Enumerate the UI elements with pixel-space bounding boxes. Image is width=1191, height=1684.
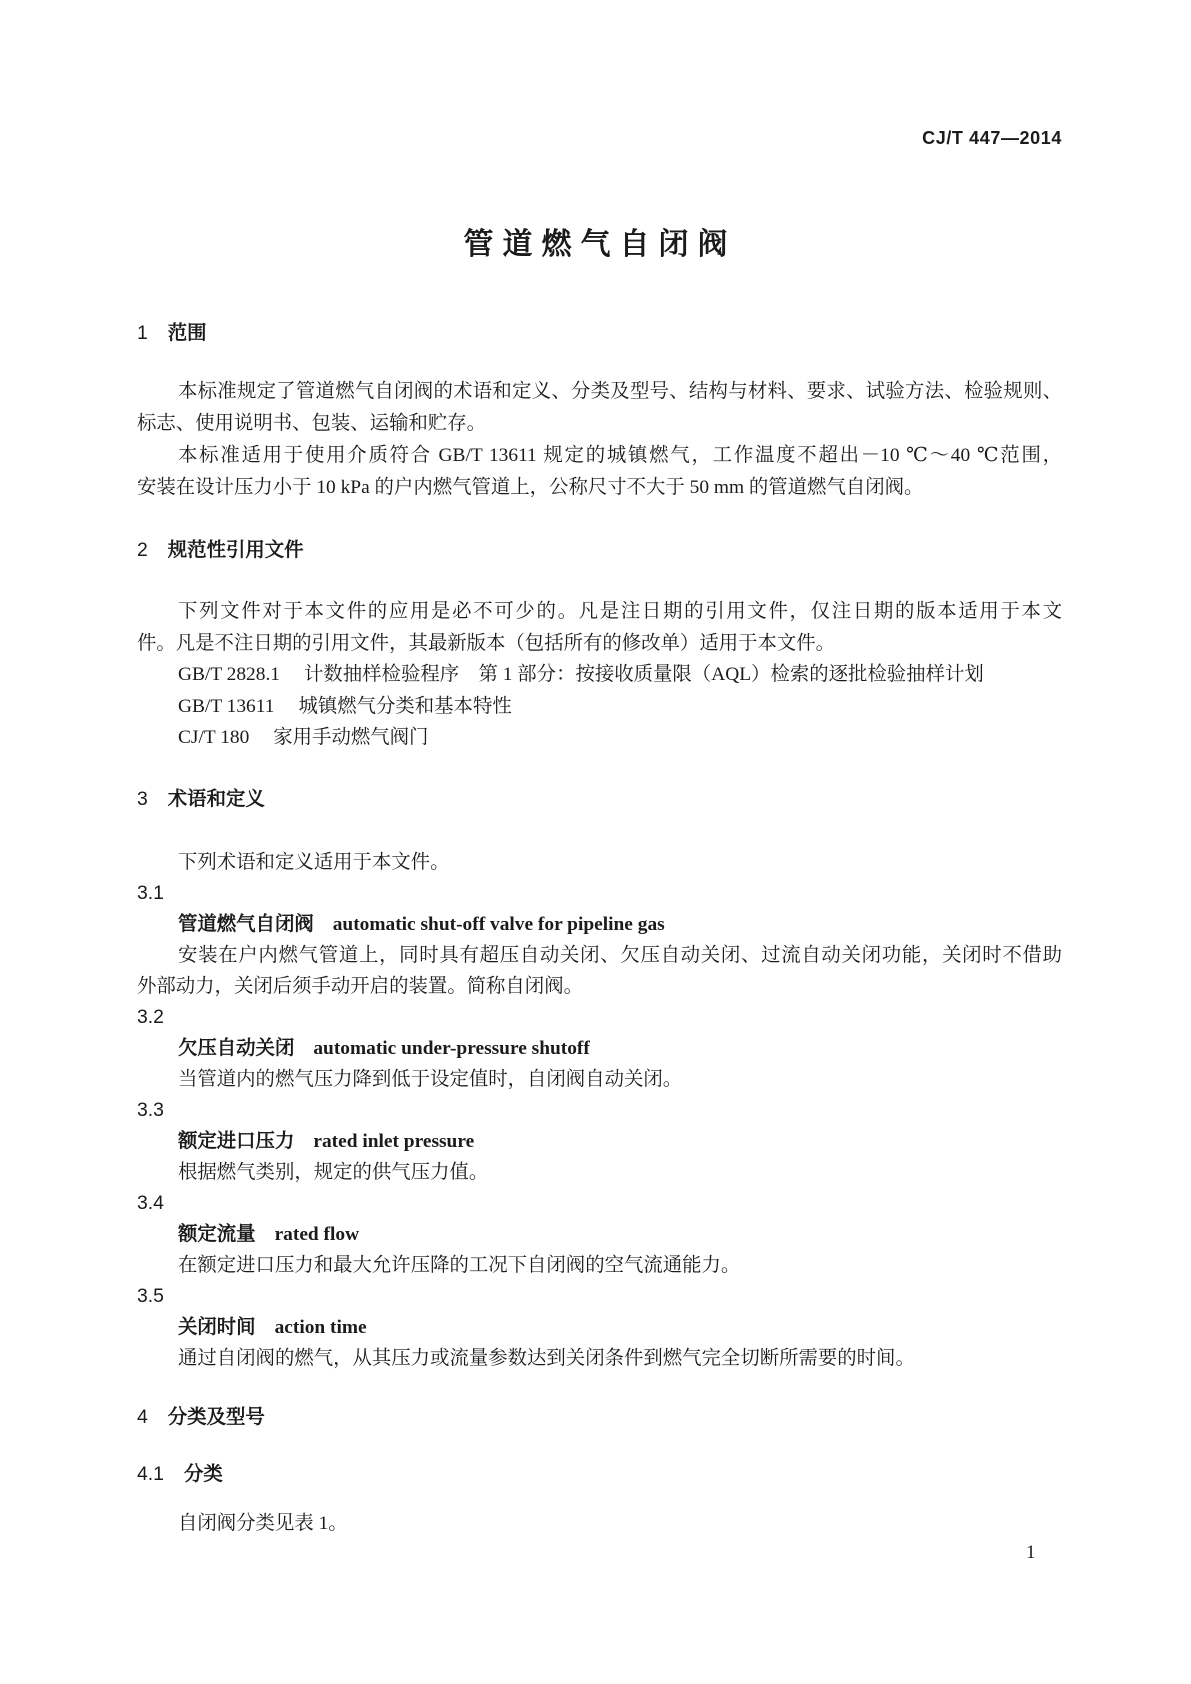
paragraph-line: 自闭阀分类见表 1。: [178, 1512, 348, 1534]
clause-number: 3.5: [137, 1284, 164, 1307]
section-heading-text: 分类及型号: [167, 1405, 265, 1428]
subsection-heading-text: 分类: [183, 1462, 223, 1485]
definition-line: 在额定进口压力和最大允许压降的工况下自闭阀的空气流通能力。: [178, 1254, 741, 1276]
clause-number: 3.2: [137, 1005, 164, 1028]
reference-item: [137, 691, 1062, 723]
section-1-heading: [137, 318, 1062, 349]
term-chinese: 额定进口压力: [178, 1129, 295, 1152]
term-english: rated inlet pressure: [313, 1130, 475, 1152]
term-entry: [137, 1219, 1062, 1250]
term-english: rated flow: [274, 1223, 360, 1245]
paragraph-line: 下列文件对于本文件的应用是必不可少的。凡是注日期的引用文件，仅注日期的版本适用于本文: [178, 601, 1062, 623]
definition-line: 外部动力，关闭后须手动开启的装置。简称自闭阀。: [137, 975, 583, 997]
term-entry: [137, 1126, 1062, 1157]
paragraph-line: 件。凡是不注日期的引用文件，其最新版本（包括所有的修改单）适用于本文件。: [137, 632, 836, 654]
term-chinese: 额定流量: [178, 1222, 256, 1245]
term-english: action time: [274, 1316, 367, 1338]
definition-line: 根据燃气类别，规定的供气压力值。: [178, 1161, 489, 1183]
reference-item: [137, 659, 1062, 691]
section-number: 4: [137, 1405, 148, 1428]
term-entry: [137, 1033, 1062, 1064]
definition-line: 安装在户内燃气管道上，同时具有超压自动关闭、欠压自动关闭、过流自动关闭功能，关闭时不借助: [178, 944, 1062, 966]
term-chinese: 关闭时间: [178, 1315, 256, 1338]
term-english: automatic under-pressure shutoff: [313, 1037, 590, 1059]
section-2-body: [137, 596, 1062, 754]
standard-code: CJ/T 447—2014: [922, 128, 1062, 148]
section-3-heading: [137, 784, 1062, 815]
section-heading-text: 术语和定义: [167, 787, 265, 810]
paragraph-line: 下列术语和定义适用于本文件。: [178, 851, 450, 873]
section-1-body: [137, 376, 1062, 504]
section-heading-text: 范围: [167, 321, 207, 344]
term-entry: [137, 909, 1062, 940]
definition-line: 通过自闭阀的燃气，从其压力或流量参数达到关闭条件到燃气完全切断所需要的时间。: [178, 1347, 915, 1369]
paragraph-line: 本标准适用于使用介质符合 GB/T 13611 规定的城镇燃气，工作温度不超出－10 ℃～40 ℃范围，: [178, 445, 1062, 466]
section-number: 2: [137, 538, 148, 561]
paragraph-line: 本标准规定了管道燃气自闭阀的术语和定义、分类及型号、结构与材料、要求、试验方法、检验规则、: [178, 381, 1062, 402]
section-4-heading: [137, 1402, 1062, 1433]
paragraph-line: 标志、使用说明书、包装、运输和贮存。: [137, 413, 487, 434]
reference-code: GB/T 2828.1: [178, 664, 280, 686]
reference-title: 家用手动燃气阀门: [273, 727, 429, 749]
section-2-heading: [137, 535, 1062, 566]
term-entry: [137, 1312, 1062, 1343]
term-english: automatic shut-off valve for pipeline gas: [332, 913, 665, 935]
reference-title: 城镇燃气分类和基本特性: [298, 695, 512, 717]
section-3-body: [137, 847, 1062, 1374]
page-number: 1: [1026, 1542, 1036, 1563]
section-number: 3: [137, 787, 148, 810]
paragraph-line: 安装在设计压力小于 10 kPa 的户内燃气管道上，公称尺寸不大于 50 mm 的管道燃气自闭阀。: [137, 477, 924, 498]
subsection-4-1-heading: [137, 1459, 1062, 1490]
term-chinese: 管道燃气自闭阀: [178, 912, 314, 935]
section-heading-text: 规范性引用文件: [167, 538, 304, 561]
clause-number: 3.1: [137, 881, 164, 904]
reference-title: 计数抽样检验程序 第 1 部分：按接收质量限（AQL）检索的逐批检验抽样计划: [304, 664, 984, 686]
reference-code: GB/T 13611: [178, 695, 275, 717]
reference-item: [137, 722, 1062, 754]
subsection-4-1-body: [137, 1508, 1062, 1539]
reference-code: CJ/T 180: [178, 727, 250, 749]
definition-line: 当管道内的燃气压力降到低于设定值时，自闭阀自动关闭。: [178, 1068, 683, 1090]
section-number: 1: [137, 321, 148, 344]
clause-number: 3.4: [137, 1191, 164, 1214]
subsection-number: 4.1: [137, 1462, 164, 1485]
document-title: 管道燃气自闭阀: [463, 228, 737, 261]
clause-number: 3.3: [137, 1098, 164, 1121]
term-chinese: 欠压自动关闭: [178, 1036, 295, 1059]
